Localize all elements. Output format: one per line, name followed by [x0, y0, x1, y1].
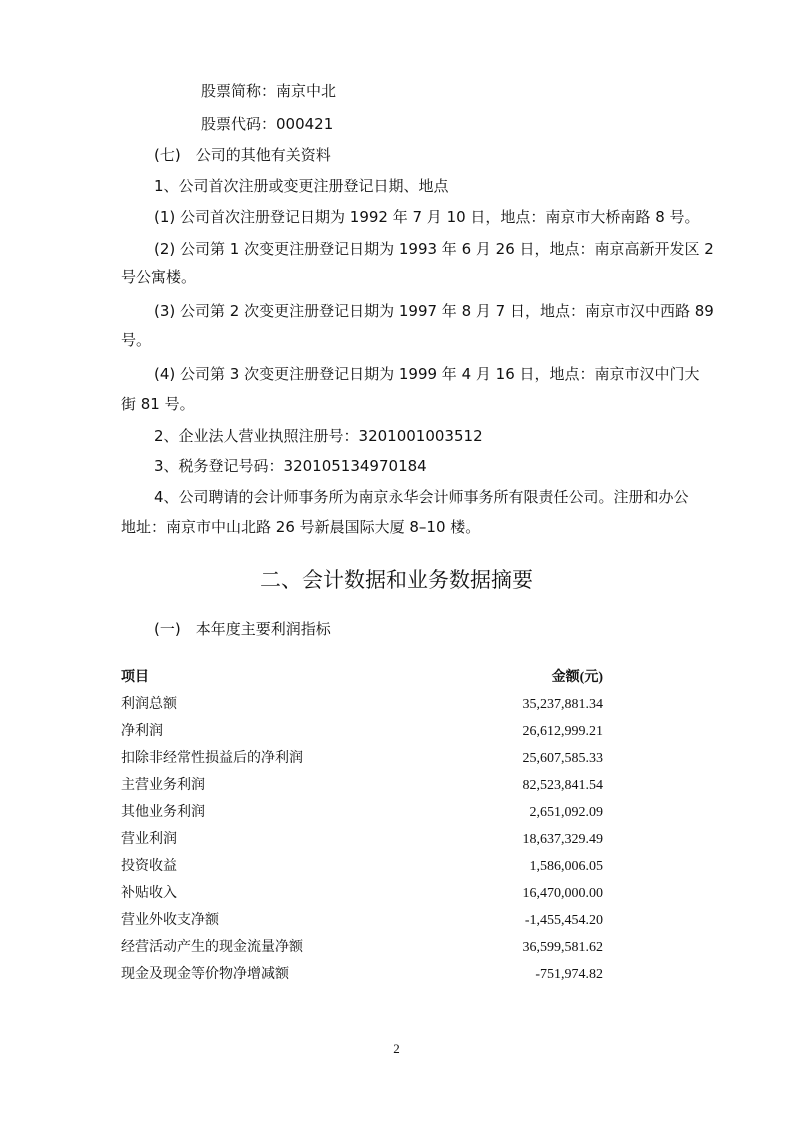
registration-2-line1: (2) 公司第 1 次变更注册登记日期为 1993 年 6 月 26 日，地点：南京高新开发区 2 — [154, 240, 714, 258]
profit-indicators-table — [121, 668, 603, 992]
row-label: 扣除非经常性损益后的净利润 — [121, 751, 303, 766]
section-title: 二、会计数据和业务数据摘要 — [260, 568, 533, 592]
row-label: 营业外收支净额 — [121, 913, 219, 928]
registration-heading: 1、公司首次注册或变更注册登记日期、地点 — [154, 177, 449, 195]
row-value: 36,599,581.62 — [522, 940, 603, 955]
row-value: 35,237,881.34 — [522, 697, 603, 712]
registration-1: (1) 公司首次注册登记日期为 1992 年 7 月 10 日，地点：南京市大桥南路 8 号。 — [154, 208, 700, 226]
header-item: 项目 — [121, 670, 149, 685]
row-label: 利润总额 — [121, 697, 177, 712]
accounting-firm-line1: 4、公司聘请的会计师事务所为南京永华会计师事务所有限责任公司。注册和办公 — [154, 488, 689, 506]
row-label: 经营活动产生的现金流量净额 — [121, 940, 303, 955]
registration-4-line2: 街 81 号。 — [121, 395, 195, 413]
row-label: 营业利润 — [121, 832, 177, 847]
page-number: 2 — [393, 1041, 400, 1056]
table-row — [121, 857, 603, 884]
row-value: 82,523,841.54 — [522, 778, 603, 793]
row-label: 主营业务利润 — [121, 778, 205, 793]
table-body — [121, 695, 603, 992]
table-row — [121, 965, 603, 992]
row-value: -1,455,454.20 — [524, 913, 603, 928]
table-row — [121, 911, 603, 938]
other-info-heading: (七) 公司的其他有关资料 — [154, 146, 331, 164]
table-row — [121, 749, 603, 776]
registration-3-line2: 号。 — [121, 331, 152, 349]
row-label: 净利润 — [121, 724, 163, 739]
header-amount: 金额(元) — [551, 670, 603, 685]
table-row — [121, 803, 603, 830]
registration-2-line2: 号公寓楼。 — [121, 268, 197, 286]
table-row — [121, 776, 603, 803]
tax-registration: 3、税务登记号码：320105134970184 — [154, 457, 427, 475]
row-value: 2,651,092.09 — [529, 805, 603, 820]
row-value: 25,607,585.33 — [522, 751, 603, 766]
row-label: 投资收益 — [121, 859, 177, 874]
row-label: 其他业务利润 — [121, 805, 205, 820]
accounting-firm-line2: 地址：南京市中山北路 26 号新晨国际大厦 8–10 楼。 — [121, 518, 481, 536]
stock-name: 股票简称：南京中北 — [201, 82, 337, 100]
table-row — [121, 695, 603, 722]
row-label: 补贴收入 — [121, 886, 177, 901]
table-row — [121, 938, 603, 965]
table-header — [121, 668, 603, 695]
registration-3-line1: (3) 公司第 2 次变更注册登记日期为 1997 年 8 月 7 日，地点：南京市汉中西路 89 — [154, 302, 714, 320]
table-row — [121, 884, 603, 911]
row-value: 26,612,999.21 — [522, 724, 603, 739]
row-value: 18,637,329.49 — [522, 832, 603, 847]
business-license: 2、企业法人营业执照注册号：3201001003512 — [154, 427, 483, 445]
row-label: 现金及现金等价物净增减额 — [121, 967, 289, 982]
subsection-heading: (一) 本年度主要利润指标 — [154, 620, 331, 638]
stock-code: 股票代码：000421 — [201, 115, 334, 133]
row-value: 1,586,006.05 — [529, 859, 603, 874]
row-value: -751,974.82 — [535, 967, 603, 982]
registration-4-line1: (4) 公司第 3 次变更注册登记日期为 1999 年 4 月 16 日，地点：南京市汉中门大 — [154, 365, 700, 383]
table-row — [121, 722, 603, 749]
table-row — [121, 830, 603, 857]
row-value: 16,470,000.00 — [522, 886, 603, 901]
